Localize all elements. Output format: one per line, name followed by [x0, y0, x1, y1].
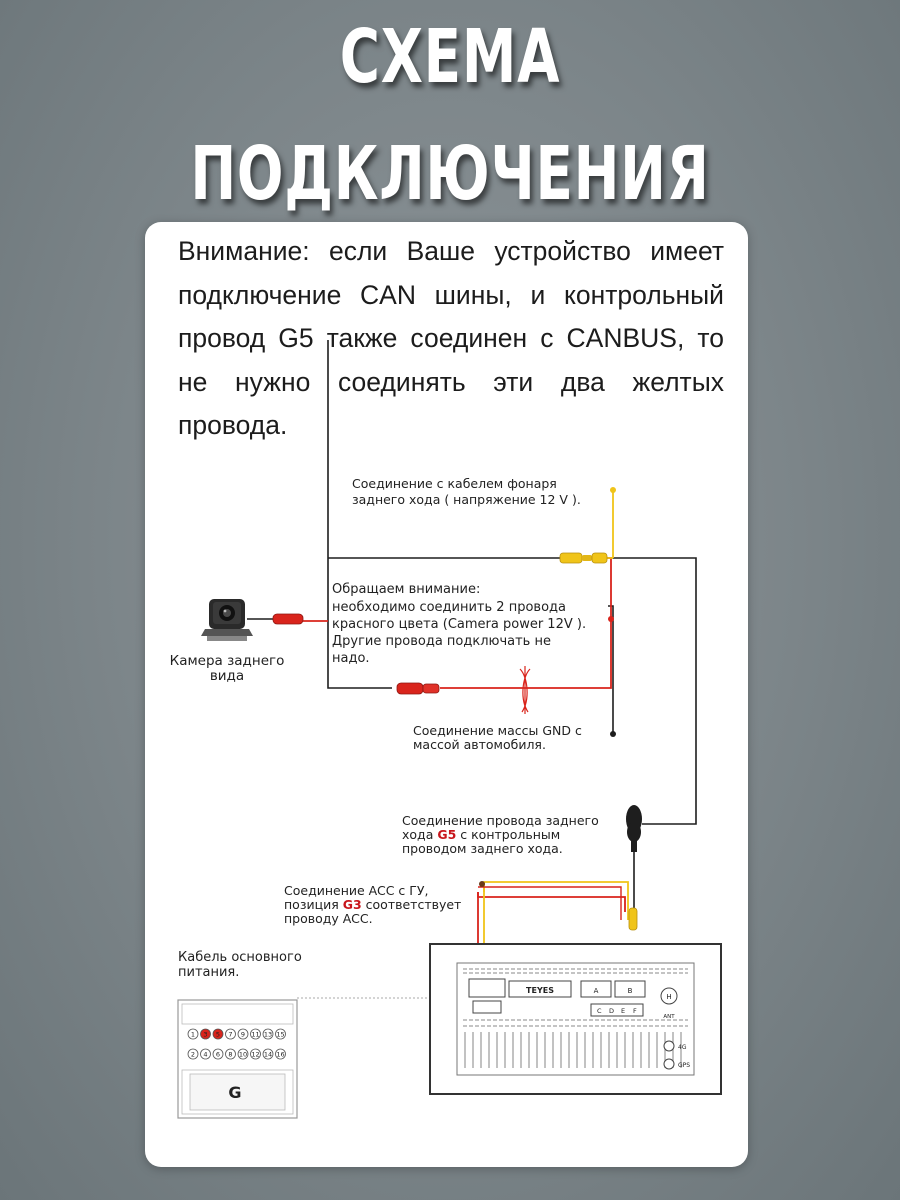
- connector-pin-label: 9: [240, 1030, 246, 1039]
- power-connector-g: [178, 1000, 297, 1118]
- camera-label-1: Камера заднего: [169, 653, 285, 669]
- port-c-label: C: [597, 1007, 602, 1015]
- gnd-label-1: Соединение массы GND с: [413, 723, 582, 738]
- g3-code: G3: [342, 897, 362, 912]
- red-camera-connector: [273, 614, 303, 624]
- camera-label-2: вида: [209, 668, 245, 684]
- wire-tie: [520, 666, 530, 714]
- acc-label-3: проводу ACC.: [284, 911, 373, 926]
- connector-pin-label: 16: [276, 1050, 285, 1059]
- g5-label-2: хода G5 с контрольным: [402, 827, 561, 842]
- power-dot: [608, 616, 614, 622]
- connector-pin-label: 15: [276, 1030, 285, 1039]
- brand-label: TEYES: [526, 986, 554, 995]
- acc-label-2: позиция G3 соответствует: [284, 897, 462, 912]
- connector-pin-label: 2: [190, 1050, 196, 1059]
- reverse-light-label-1: Соединение с кабелем фонаря: [352, 476, 557, 491]
- head-unit: [430, 944, 721, 1094]
- connector-pin-label: 11: [251, 1030, 260, 1039]
- port-f-label: F: [633, 1007, 637, 1015]
- g5-code: G5: [437, 827, 457, 842]
- attention-label-4: Другие провода подключать не: [332, 634, 551, 649]
- power-cable-label-2: питания.: [178, 965, 240, 980]
- title-line-2: ПОДКЛЮЧЕНИЯ: [190, 131, 710, 217]
- attention-label-5: надо.: [332, 651, 370, 666]
- red-power-connector: [397, 683, 439, 694]
- yellow-inline-connector: [629, 908, 637, 930]
- acc-label-1: Соединение ACC с ГУ,: [284, 883, 429, 898]
- yellow-rca-connector: [560, 553, 607, 563]
- gnd-label-2: массой автомобиля.: [413, 737, 546, 752]
- port-b-label: B: [627, 987, 633, 995]
- connector-pin-label: 3: [203, 1030, 208, 1039]
- port-h-label: H: [666, 993, 672, 1001]
- power-cable-label-1: Кабель основного: [178, 950, 302, 965]
- reverse-light-dot: [610, 487, 616, 493]
- connector-pin-label: 10: [238, 1050, 248, 1059]
- title-line-1: СХЕМА: [339, 14, 561, 100]
- gps-label: GPS: [678, 1062, 691, 1069]
- acc-dot: [479, 881, 485, 887]
- connector-pin-label: 5: [215, 1030, 221, 1039]
- connector-pin-label: 12: [251, 1050, 260, 1059]
- coiled-cable: [626, 805, 642, 852]
- reverse-light-label-2: заднего хода ( напряжение 12 V ).: [352, 492, 581, 507]
- lte-label: 4G: [678, 1044, 687, 1051]
- connector-pin-label: 14: [263, 1050, 273, 1059]
- port-e-label: E: [621, 1007, 626, 1015]
- ant-label: ANT: [663, 1014, 675, 1020]
- connector-pin-label: 7: [228, 1030, 233, 1039]
- attention-label-1: Обращаем внимание:: [332, 582, 481, 597]
- connector-pin-label: 8: [228, 1050, 233, 1059]
- port-a-label: A: [593, 987, 599, 995]
- attention-label-3: красного цвета (Camera power 12V ).: [332, 617, 587, 632]
- attention-label-2: необходимо соединить 2 провода: [332, 600, 566, 615]
- connector-pin-label: 1: [190, 1030, 196, 1039]
- warning-text: Внимание: если Ваше устройство имеет подключение CAN шины, и контрольный провод G5 также соединен с CANBUS, то не нужно соединять эти два желтых провода.: [178, 236, 724, 440]
- connector-pin-label: 13: [263, 1030, 273, 1039]
- connector-pin-label: 4: [203, 1050, 208, 1059]
- labels: [170, 476, 599, 980]
- g5-label-3: проводом заднего хода.: [402, 841, 563, 856]
- diagram-card: [145, 222, 748, 1167]
- connector-pin-label: 6: [215, 1050, 221, 1059]
- gnd-dot: [610, 731, 616, 737]
- camera-icon: [201, 599, 253, 641]
- g5-label-1: Соединение провода заднего: [402, 813, 599, 828]
- port-d-label: D: [609, 1007, 615, 1015]
- wiring-diagram: [145, 222, 748, 1167]
- connector-letter: G: [228, 1083, 242, 1102]
